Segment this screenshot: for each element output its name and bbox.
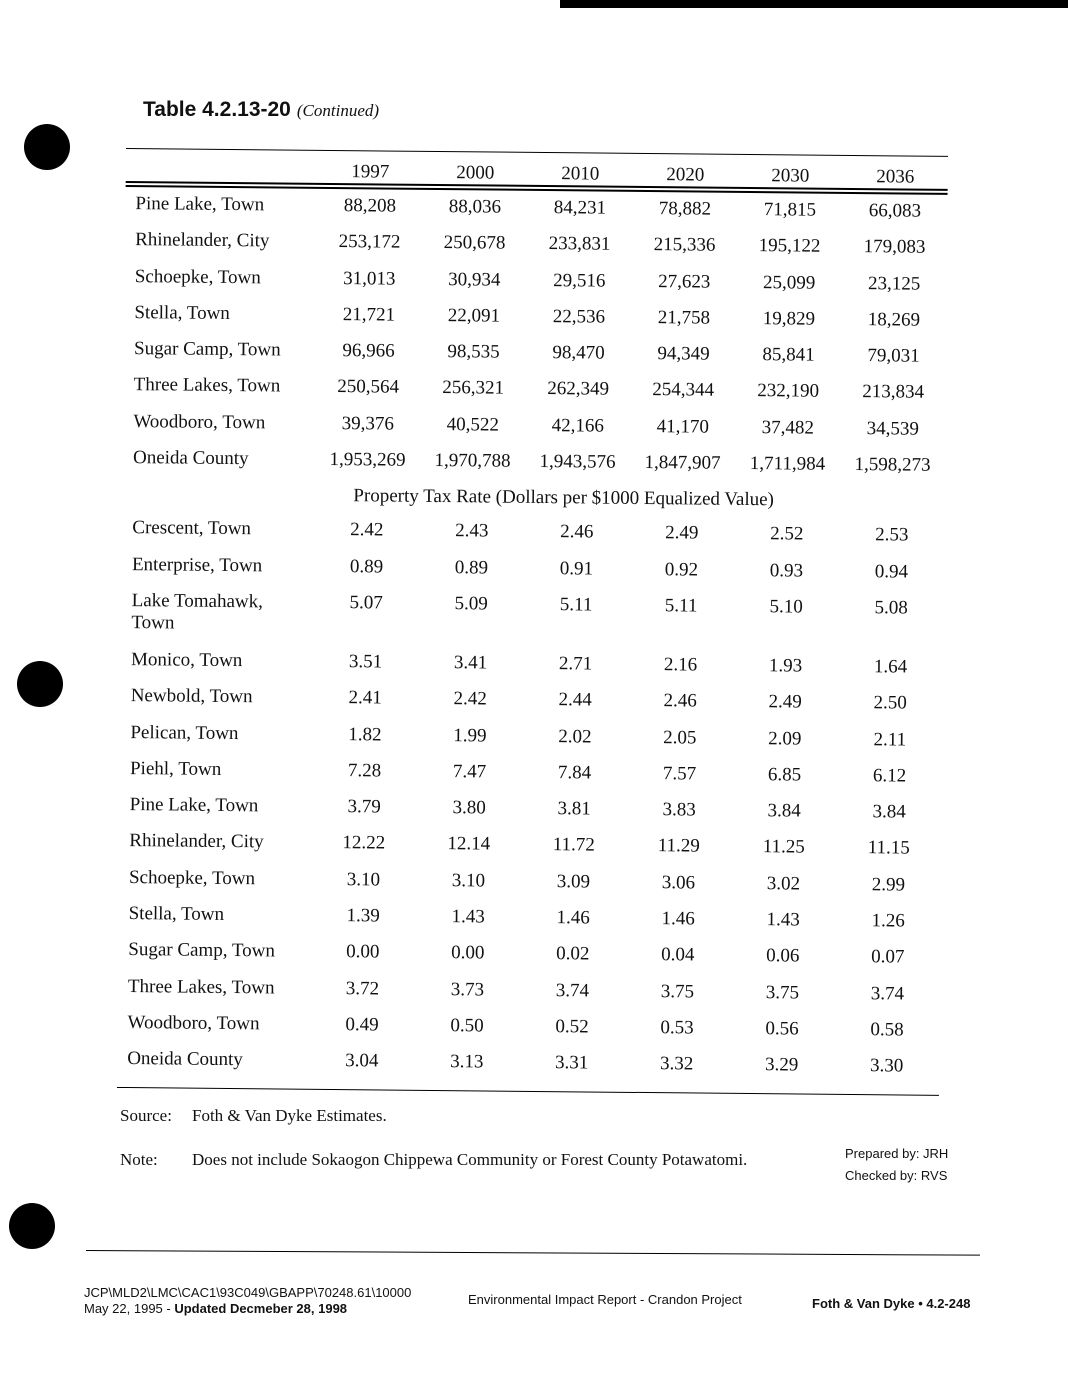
row-label: Three Lakes, Town <box>127 975 275 999</box>
table-cell: 250,678 <box>443 232 506 254</box>
table-cell: 25,099 <box>763 271 816 294</box>
table-cell: 11.29 <box>657 835 700 857</box>
punch-hole-bottom <box>9 1203 55 1249</box>
row-label: Sugar Camp, Town <box>133 338 281 361</box>
table-cell: 7.47 <box>452 761 487 783</box>
table-cell: 3.84 <box>872 801 906 823</box>
table-cell: 3.75 <box>660 980 695 1003</box>
table-cell: 0.93 <box>769 559 804 582</box>
table-title-continued: (Continued) <box>296 101 380 120</box>
footer-file-info <box>84 1285 411 1317</box>
table-cell: 5.11 <box>559 594 593 616</box>
row-label: Sugar Camp, Town <box>128 939 276 962</box>
table-cell: 0.00 <box>346 941 380 963</box>
table-cell: 79,031 <box>867 345 920 367</box>
table-cell: 1.82 <box>348 723 382 746</box>
table-cell: 0.52 <box>555 1016 589 1038</box>
table-cell: 2.41 <box>348 687 382 709</box>
header-year: 2020 <box>666 164 705 186</box>
table-cell: 11.72 <box>552 834 595 856</box>
row-label: Rhinelander, City <box>135 229 270 252</box>
table-cell: 215,336 <box>653 234 716 256</box>
table-cell: 3.72 <box>345 977 380 1000</box>
table-cell: 2.71 <box>558 653 593 675</box>
table-cell: 1.39 <box>346 905 380 927</box>
table-cell: 3.04 <box>345 1050 379 1072</box>
prepared-by: Prepared by: JRH <box>845 1146 949 1161</box>
equalized-value-rows <box>123 193 948 491</box>
row-label: Monico, Town <box>130 649 243 672</box>
table-cell: 3.80 <box>452 797 486 819</box>
table-cell: 1.26 <box>871 910 905 932</box>
table-cell: 41,170 <box>656 415 710 438</box>
table-cell: 42,166 <box>551 414 605 437</box>
table-cell: 22,091 <box>447 304 501 327</box>
section-title-tax-rate: Property Tax Rate (Dollars per $1000 Equalized Value) <box>353 485 775 511</box>
table-cell: 34,539 <box>866 417 920 440</box>
table-cell: 12.22 <box>342 832 386 854</box>
table-cell: 78,882 <box>658 198 712 220</box>
table-cell: 84,231 <box>553 197 607 219</box>
table-cell: 2.44 <box>558 689 592 711</box>
table-cell: 1.43 <box>451 906 485 928</box>
table-cell: 2.16 <box>663 654 698 676</box>
table-cell: 3.74 <box>555 979 590 1002</box>
row-label: Rhinelander, City <box>129 830 264 853</box>
row-label: Woodboro, Town <box>133 410 266 434</box>
table-row <box>121 590 944 657</box>
table-cell: 2.52 <box>770 523 804 545</box>
row-label: Schoepke, Town <box>128 866 256 890</box>
footer-rule <box>86 1250 980 1256</box>
table-cell: 11.25 <box>762 836 805 859</box>
table-cell: 11.15 <box>867 837 910 860</box>
table-cell: 37,482 <box>761 416 815 439</box>
table-cell: 5.11 <box>664 595 698 617</box>
prepared-checked-block <box>845 1143 948 1187</box>
table-cell: 2.42 <box>453 688 487 710</box>
note-label: Note: <box>120 1150 158 1169</box>
punch-hole-top <box>24 124 70 170</box>
table-cell: 30,934 <box>448 268 501 291</box>
footer-page-number: Foth & Van Dyke • 4.2-248 <box>812 1296 971 1311</box>
table-cell: 3.29 <box>765 1054 799 1076</box>
header-year: 2036 <box>876 166 915 188</box>
row-label: Oneida County <box>127 1048 243 1071</box>
table-cell: 0.56 <box>765 1018 799 1040</box>
table-title-main: Table 4.2.13-20 <box>143 98 291 121</box>
row-label: Newbold, Town <box>130 685 253 708</box>
table-cell: 66,083 <box>868 200 922 222</box>
punch-hole-middle <box>17 661 63 707</box>
footer-report-title: Environmental Impact Report - Crandon Project <box>468 1292 742 1307</box>
table-cell: 0.91 <box>559 557 594 580</box>
table-cell: 2.43 <box>455 520 489 542</box>
table-cell: 21,721 <box>342 303 396 326</box>
table-cell: 3.73 <box>450 978 485 1001</box>
table-cell: 1.99 <box>453 724 487 747</box>
table-cell: 6.12 <box>872 765 907 787</box>
footer-dates <box>84 1301 411 1317</box>
table-cell: 254,344 <box>652 379 715 402</box>
row-label: Lake Tomahawk, Town <box>131 590 264 634</box>
table-cell: 253,172 <box>338 231 401 253</box>
table-cell: 94,349 <box>657 343 710 365</box>
table-cell: 12.14 <box>447 833 491 855</box>
checked-by: Checked by: RVS <box>845 1168 948 1183</box>
scan-edge-bar <box>560 0 1068 8</box>
row-label: Piehl, Town <box>129 757 222 780</box>
table-cell: 3.83 <box>662 799 696 821</box>
table-cell: 0.02 <box>556 943 590 965</box>
row-label: Schoepke, Town <box>134 265 261 288</box>
table-cell: 2.09 <box>768 727 802 750</box>
row-label: Stella, Town <box>134 301 230 324</box>
table-cell: 2.11 <box>873 728 907 751</box>
table-cell: 3.30 <box>869 1055 904 1077</box>
table-cell: 3.32 <box>660 1053 694 1075</box>
table-cell: 29,516 <box>553 269 606 292</box>
header-year: 1997 <box>351 161 390 183</box>
table-cell: 0.94 <box>874 560 909 583</box>
row-label: Pelican, Town <box>130 721 239 744</box>
table-cell: 71,815 <box>763 199 817 221</box>
table-cell: 232,190 <box>757 380 820 403</box>
table-cell: 1,598,273 <box>854 454 931 476</box>
table-cell: 21,758 <box>657 307 711 329</box>
table-cell: 2.42 <box>350 519 384 541</box>
table-cell: 3.09 <box>556 870 591 893</box>
note-line <box>120 1150 840 1170</box>
table-cell: 3.13 <box>450 1051 484 1073</box>
table-cell: 6.85 <box>767 764 802 786</box>
table-cell: 2.49 <box>768 691 802 713</box>
table-cell: 213,834 <box>862 381 925 404</box>
table-cell: 0.07 <box>871 946 905 968</box>
table-cell: 2.53 <box>875 524 909 546</box>
table-cell: 0.00 <box>451 942 485 964</box>
table-cell: 2.02 <box>558 725 592 748</box>
table-title <box>143 98 379 122</box>
table-cell: 7.84 <box>557 762 592 784</box>
table-cell: 22,536 <box>552 305 606 328</box>
table-cell: 98,535 <box>447 341 500 363</box>
table-cell: 0.58 <box>870 1019 904 1041</box>
source-line <box>120 1106 840 1126</box>
table-cell: 1.43 <box>766 909 800 931</box>
source-label: Source: <box>120 1106 172 1125</box>
table-cell: 7.28 <box>347 760 382 782</box>
data-table <box>117 148 948 1095</box>
table-cell: 179,083 <box>863 236 926 258</box>
table-cell: 3.84 <box>767 800 801 822</box>
table-cell: 3.75 <box>765 981 800 1004</box>
table-cell: 2.46 <box>663 690 697 712</box>
header-year: 2030 <box>771 165 810 187</box>
row-label: Enterprise, Town <box>131 553 263 576</box>
table-cell: 256,321 <box>442 377 505 400</box>
table-cell: 1,943,576 <box>539 451 616 473</box>
header-year: 2000 <box>456 162 495 184</box>
row-label: Stella, Town <box>128 903 225 926</box>
table-cell: 3.06 <box>661 871 696 894</box>
table-cell: 250,564 <box>337 376 400 399</box>
table-cell: 96,966 <box>342 340 395 362</box>
header-year: 2010 <box>561 163 600 185</box>
table-cell: 0.49 <box>345 1014 379 1036</box>
table-cell: 0.92 <box>664 558 699 581</box>
table-cell: 40,522 <box>446 413 500 436</box>
tax-rate-rows <box>117 517 944 1092</box>
table-cell: 1.64 <box>873 656 908 678</box>
table-cell: 3.10 <box>451 869 486 892</box>
table-cell: 3.79 <box>347 796 381 818</box>
table-cell: 88,036 <box>448 196 502 218</box>
table-notes <box>120 1106 840 1194</box>
table-cell: 2.49 <box>665 522 699 544</box>
table-cell: 3.51 <box>348 651 383 673</box>
table-cell: 3.74 <box>870 982 905 1005</box>
table-cell: 1.93 <box>768 655 803 677</box>
row-label: Pine Lake, Town <box>129 794 259 817</box>
row-label: Oneida County <box>132 447 249 470</box>
footer-date-original: May 22, 1995 - <box>84 1301 175 1316</box>
row-label: Woodboro, Town <box>127 1011 260 1035</box>
table-cell: 0.89 <box>454 556 489 579</box>
table-cell: 5.07 <box>349 592 383 614</box>
row-label: Crescent, Town <box>132 517 252 540</box>
footer-path: JCP\MLD2\LMC\CAC1\93C049\GBAPP\70248.61\10000 <box>84 1285 412 1300</box>
table-cell: 31,013 <box>343 267 396 290</box>
table-cell: 5.09 <box>454 593 488 615</box>
table-cell: 3.81 <box>557 798 591 820</box>
table-cell: 23,125 <box>868 272 921 295</box>
table-cell: 2.99 <box>871 873 906 896</box>
table-cell: 1,847,907 <box>644 452 721 474</box>
row-label: Pine Lake, Town <box>135 193 265 216</box>
table-cell: 98,470 <box>552 342 605 364</box>
table-cell: 3.10 <box>346 868 381 891</box>
row-label: Three Lakes, Town <box>133 374 281 397</box>
table-cell: 3.31 <box>555 1052 589 1074</box>
table-cell: 27,623 <box>658 270 711 293</box>
table-cell: 19,829 <box>762 308 816 330</box>
table-cell: 5.10 <box>769 596 803 618</box>
table-cell: 0.50 <box>450 1015 484 1037</box>
table-cell: 0.06 <box>766 945 800 967</box>
table-cell: 1.46 <box>556 907 590 929</box>
table-cell: 88,208 <box>343 195 397 217</box>
table-row <box>117 1048 939 1092</box>
table-cell: 2.50 <box>873 692 907 714</box>
table-cell: 1,970,788 <box>434 450 511 472</box>
table-cell: 39,376 <box>341 412 395 435</box>
table-cell: 18,269 <box>867 309 921 331</box>
table-cell: 3.02 <box>766 872 801 895</box>
table-cell: 262,349 <box>547 378 610 401</box>
table-cell: 1,711,984 <box>749 453 826 475</box>
table-cell: 85,841 <box>762 344 815 366</box>
table-cell: 1,953,269 <box>329 449 406 471</box>
footer-date-updated: Updated Decmeber 28, 1998 <box>174 1301 348 1316</box>
table-cell: 195,122 <box>758 235 821 257</box>
table-cell: 5.08 <box>874 597 908 619</box>
table-cell: 7.57 <box>662 763 697 785</box>
table-cell: 233,831 <box>548 233 611 255</box>
table-cell: 0.53 <box>660 1017 694 1039</box>
table-cell: 1.46 <box>661 908 695 930</box>
note-text: Does not include Sokaogon Chippewa Community or Forest County Potawatomi. <box>192 1150 748 1169</box>
table-cell: 3.41 <box>453 652 488 674</box>
table-cell: 0.04 <box>661 944 695 966</box>
source-text: Foth & Van Dyke Estimates. <box>192 1106 387 1125</box>
table-cell: 2.46 <box>560 521 594 543</box>
table-cell: 2.05 <box>663 726 697 749</box>
table-cell: 0.89 <box>349 555 384 578</box>
